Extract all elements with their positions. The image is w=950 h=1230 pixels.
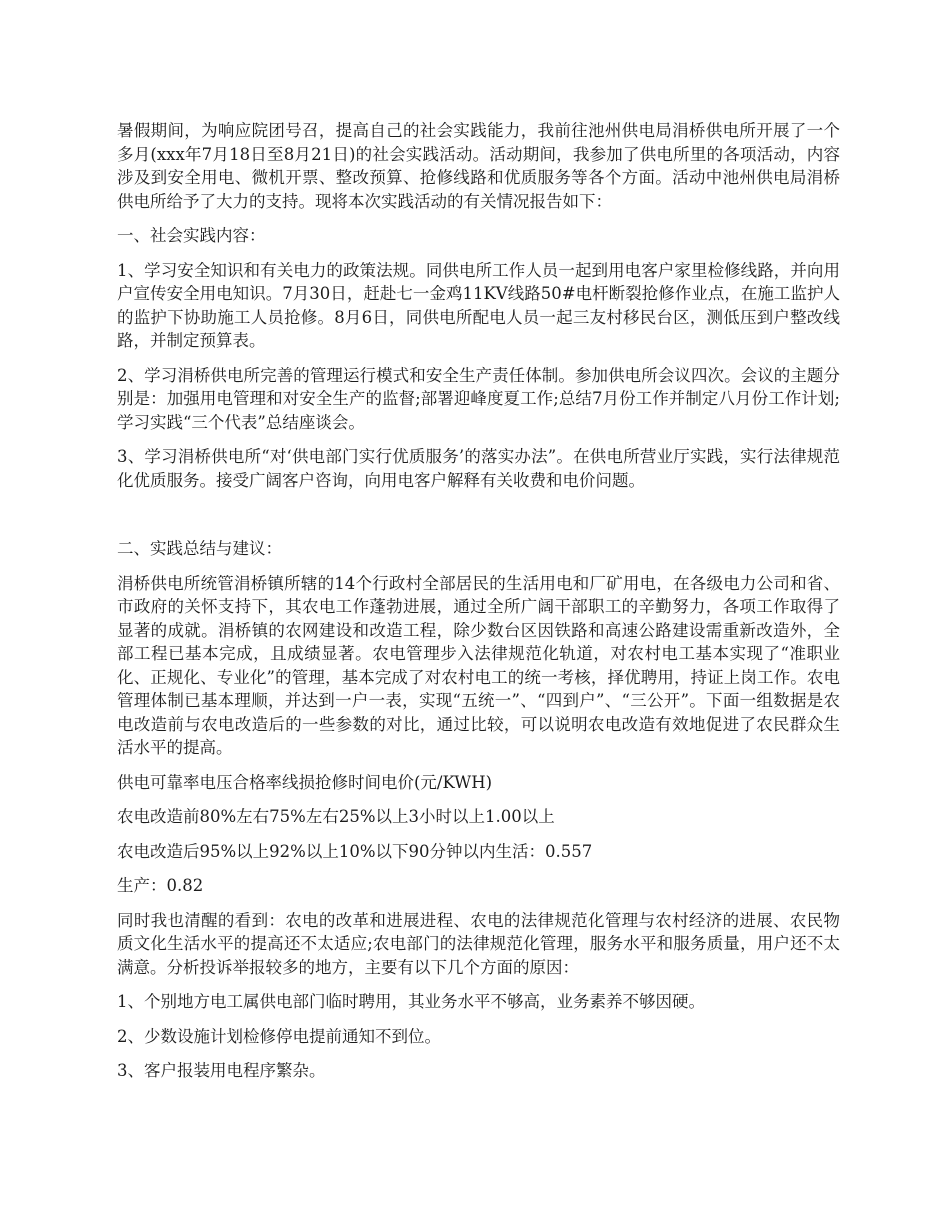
problem-item-1: 1、个别地方电工属供电部门临时聘用，其业务水平不够高，业务素养不够因硬。 (117, 992, 705, 1011)
section-heading-summary: 二、实践总结与建议： (117, 539, 282, 558)
practice-item-3: 3、学习涓桥供电所“对‘供电部门实行优质服务’的落实办法”。在供电所营业厅实践，实行法律规范化优质服务。接受广阔客户咨询，向用电客户解释有关收费和电价问题。 (117, 447, 840, 490)
data-header-line: 供电可靠率电压合格率线损抢修时间电价(元/KWH) (117, 772, 493, 792)
data-after-line: 农电改造后95%以上92%以上10%以下90分钟以内生活：0.557 (117, 841, 593, 861)
section-heading-practice-content: 一、社会实践内容： (117, 226, 266, 245)
problem-item-2: 2、少数设施计划检修停电提前通知不到位。 (117, 1026, 441, 1046)
data-production-line: 生产：0.82 (117, 876, 204, 895)
intro-paragraph: 暑假期间，为响应院团号召，提高自己的社会实践能力，我前往池州供电局涓桥供电所开展了一个多月(xxx年7月18日至8月21日)的社会实践活动。活动期间，我参加了供电所里的各项活动，内容涉及到安全用电、微机开票、整改预算、抢修线路和优质服务等各个方面。活动中池州供电局涓桥供电所给予了大力的支持。现将本次实践活动的有关情况报告如下： (117, 121, 840, 211)
data-before-line: 农电改造前80%左右75%左右25%以上3小时以上1.00以上 (117, 807, 555, 826)
problem-item-3: 3、客户报装用电程序繁杂。 (117, 1061, 326, 1080)
summary-paragraph: 涓桥供电所统管涓桥镇所辖的14个行政村全部居民的生活用电和厂矿用电，在各级电力公司和省、市政府的关怀支持下，其农电工作蓬勃进展，通过全所广阔干部职工的辛勤努力，各项工作取得了显著的成就。涓桥镇的农网建设和改造工程，除少数台区因铁路和高速公路建设需重新改造外，全部工程已基本完成，且成绩显著。农电管理步入法律规范化轨道，对农村电工基本实现了“准职业化、正规化、专业化”的管理，基本完成了对农村电工的统一考核，择优聘用，持证上岗工作。农电管理体制已基本理顺，并达到一户一表，实现“五统一”、“四到户”、“三公开”。下面一组数据是农电改造前与农电改造后的一些参数的对比，通过比较，可以说明农电改造有效地促进了农民群众生活水平的提高。 (117, 573, 840, 757)
practice-item-1: 1、学习安全知识和有关电力的政策法规。同供电所工作人员一起到用电客户家里检修线路，并向用户宣传安全用电知识。7月30日，赶赴七一金鸡11KV线路50#电杆断裂抢修作业点，在施工监护人的监护下协助施工人员抢修。8月6日，同供电所配电人员一起三友村移民台区，测低压到户整改线路，并制定预算表。 (117, 260, 840, 350)
practice-item-2: 2、学习涓桥供电所完善的管理运行模式和安全生产责任体制。参加供电所会议四次。会议的主题分别是：加强用电管理和对安全生产的监督;部署迎峰度夏工作;总结7月份工作并制定八月份工作计划;学习实践“三个代表”总结座谈会。 (117, 365, 840, 432)
problems-paragraph: 同时我也清醒的看到：农电的改革和进展进程、农电的法律规范化管理与农村经济的进展、农民物质文化生活水平的提高还不太适应;农电部门的法律规范化管理，服务水平和服务质量，用户还不太满意。分析投诉举报较多的地方，主要有以下几个方面的原因： (117, 910, 840, 977)
